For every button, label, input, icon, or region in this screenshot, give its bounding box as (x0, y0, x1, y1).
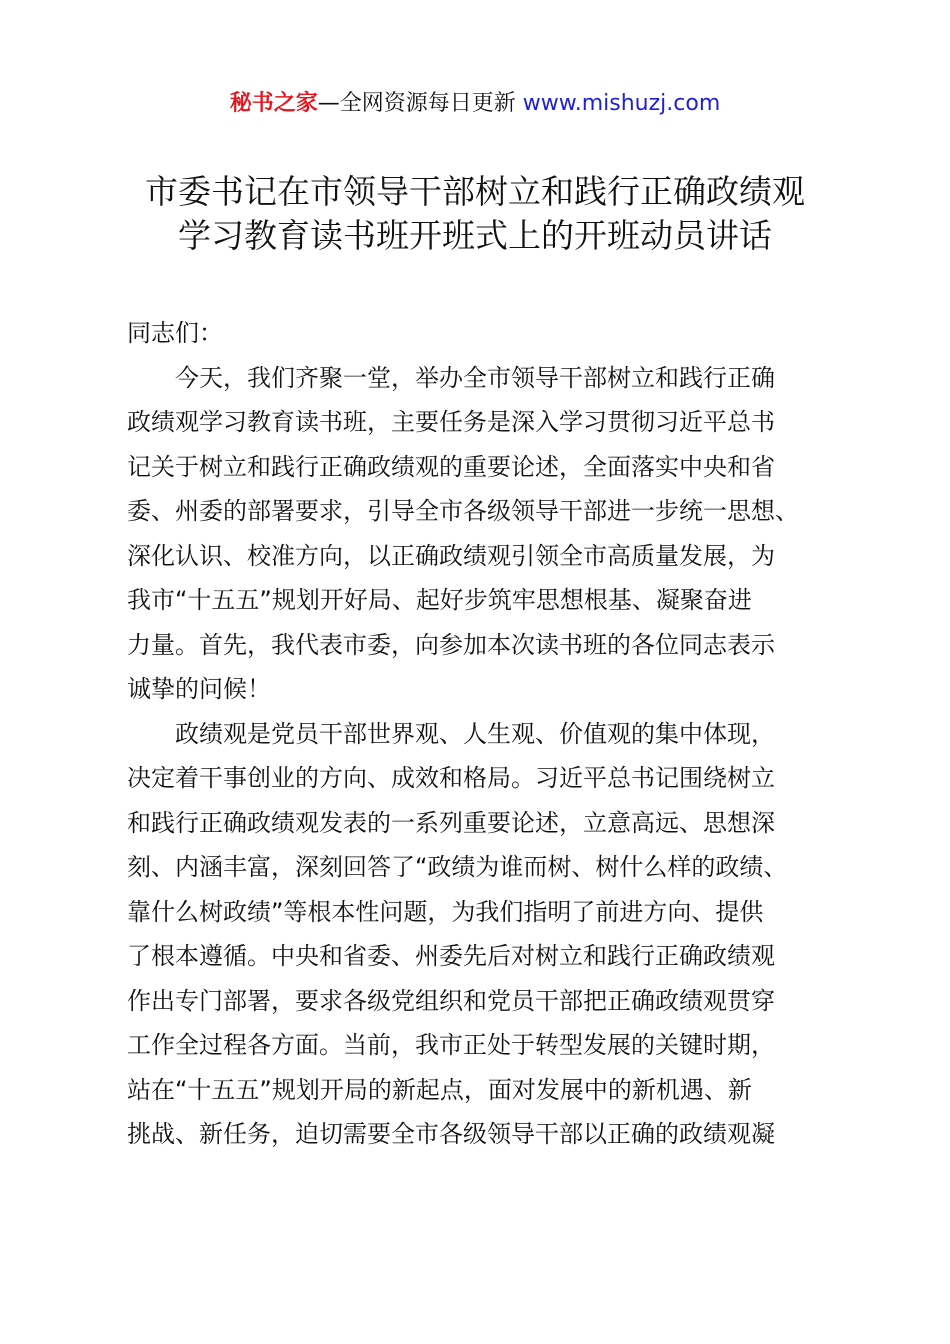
text-line: 挑战、新任务，迫切需要全市各级领导干部以正确的政绩观凝 (127, 1120, 775, 1148)
text-line: 靠什么树政绩”等根本性问题，为我们指明了前进方向、提供 (127, 897, 764, 926)
paragraph-2 (127, 712, 847, 1157)
text-line: 站在“十五五”规划开局的新起点，面对发展中的新机遇、新 (127, 1075, 752, 1104)
text-line: 深化认识、校准方向，以正确政绩观引领全市高质量发展，为 (127, 541, 775, 570)
document-body (127, 311, 847, 1157)
site-url[interactable]: www.mishuzj.com (522, 91, 721, 116)
paragraph-1 (127, 356, 847, 712)
text-line: 委、州委的部署要求，引导全市各级领导干部进一步统一思想、 (127, 497, 799, 525)
text-line: 了根本遵循。中央和省委、州委先后对树立和践行正确政绩观 (127, 942, 775, 970)
greeting: 同志们： (127, 319, 223, 347)
text-line: 刻、内涵丰富，深刻回答了“政绩为谁而树、树什么样的政绩、 (127, 853, 788, 881)
text-line: 记关于树立和践行正确政绩观的重要论述，全面落实中央和省 (127, 452, 775, 481)
title-line: 学习教育读书班开班式上的开班动员讲话 (178, 216, 772, 255)
text-line: 我市“十五五”规划开好局、起好步筑牢思想根基、凝聚奋进 (127, 586, 752, 614)
text-line: 诚挚的问候！ (127, 675, 271, 703)
text-line: 作出专门部署，要求各级党组织和党员干部把正确政绩观贯穿 (127, 986, 775, 1015)
text-line: 力量。首先，我代表市委，向参加本次读书班的各位同志表示 (127, 630, 775, 659)
text-line: 政绩观学习教育读书班，主要任务是深入学习贯彻习近平总书 (127, 408, 775, 436)
document-title (90, 170, 860, 258)
site-header (0, 88, 950, 120)
text-line: 决定着干事创业的方向、成效和格局。习近平总书记围绕树立 (127, 764, 775, 792)
text-line: 今天，我们齐聚一堂，举办全市领导干部树立和践行正确 (175, 363, 775, 392)
title-line: 市委书记在市领导干部树立和践行正确政绩观 (145, 172, 805, 211)
site-tagline: —全网资源每日更新 (317, 91, 523, 116)
site-brand: 秘书之家 (229, 91, 318, 116)
text-line: 工作全过程各方面。当前，我市正处于转型发展的关键时期， (127, 1031, 775, 1059)
text-line: 政绩观是党员干部世界观、人生观、价值观的集中体现， (175, 719, 775, 748)
text-line: 和践行正确政绩观发表的一系列重要论述，立意高远、思想深 (127, 808, 775, 837)
